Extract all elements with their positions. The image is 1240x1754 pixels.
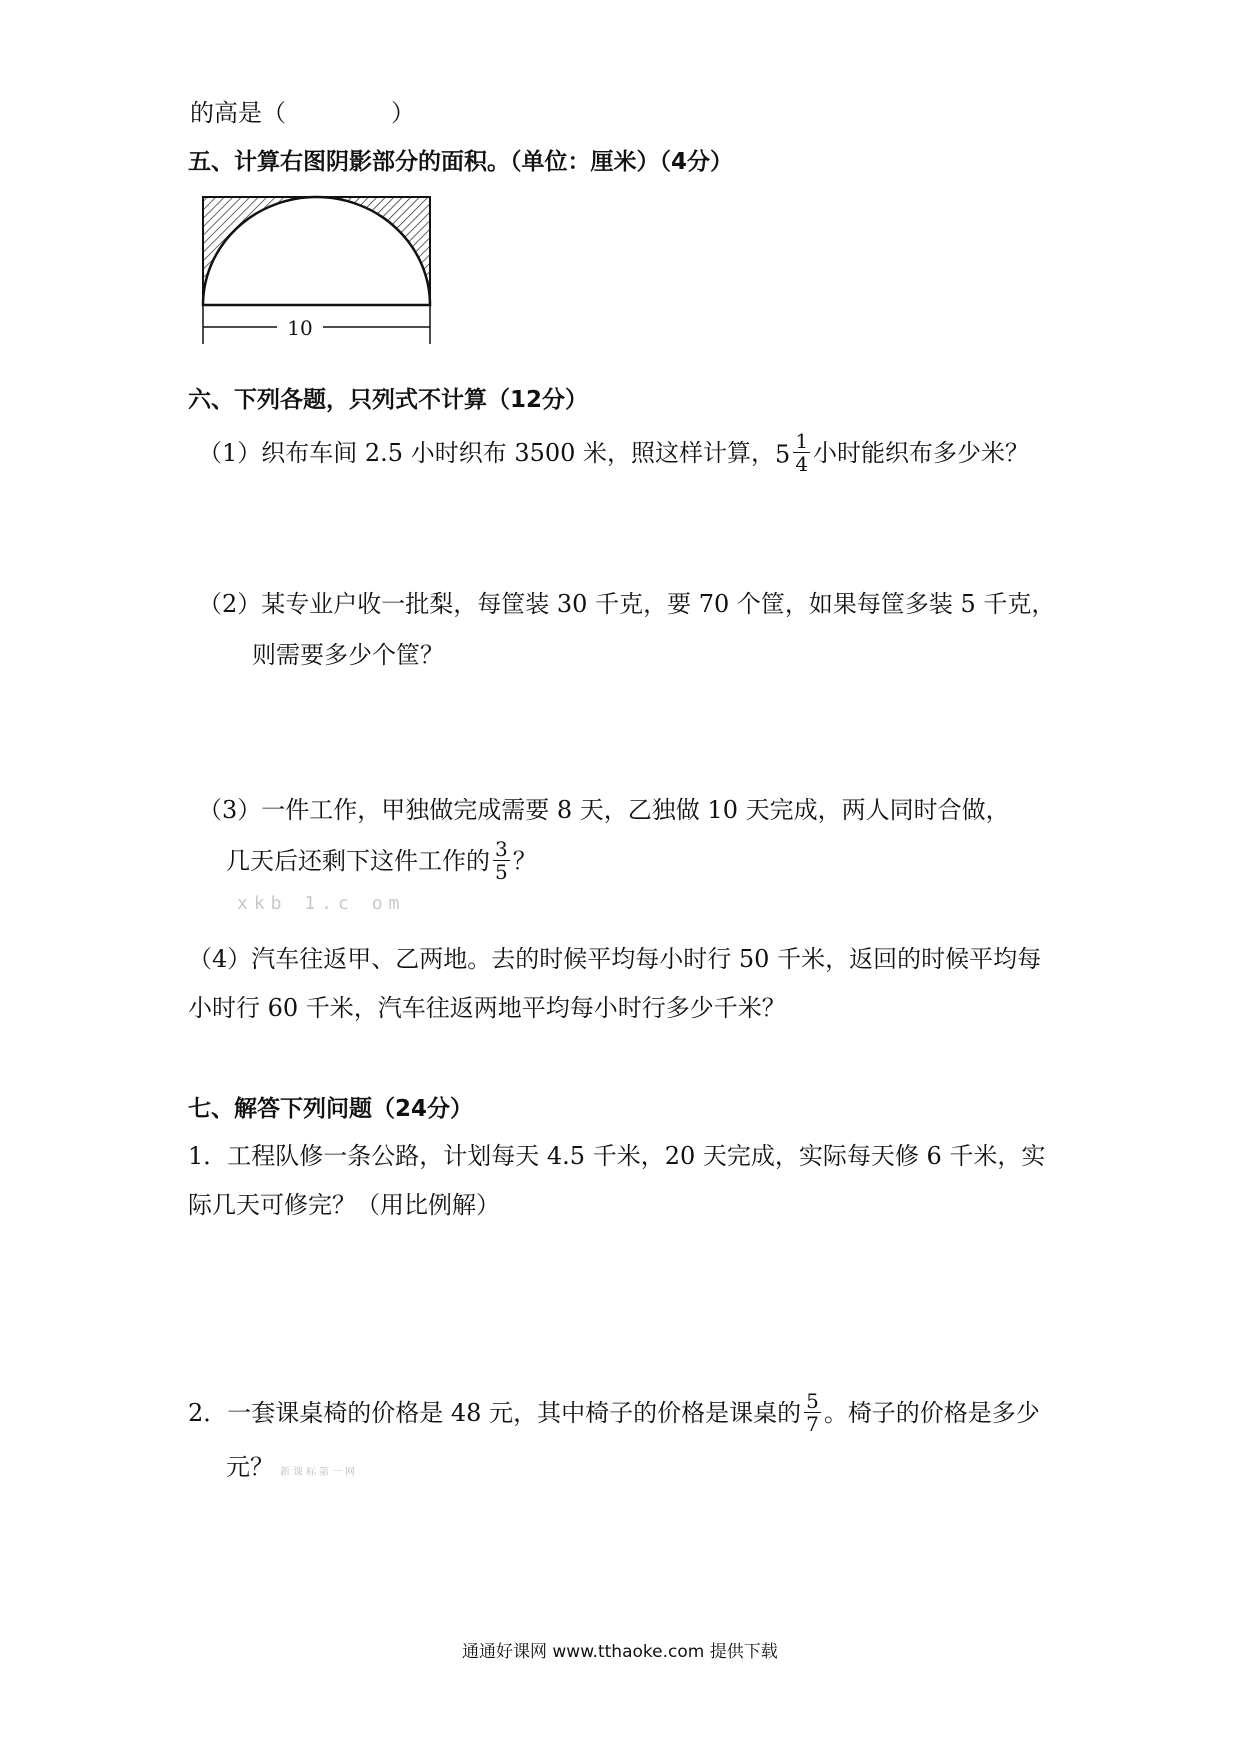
watermark-xkb: xkb 1.c om	[237, 893, 406, 914]
section6-q2-line1: （2）某专业户收一批梨，每筐装 30 千克，要 70 个筐，如果每筐多装 5 千克，	[198, 590, 1056, 618]
p2-fraction-num: 5	[806, 1389, 819, 1413]
top-line	[190, 98, 415, 128]
section6-heading: 六、下列各题，只列式不计算（12分）	[188, 387, 589, 413]
p2-text-before: 2．一套课桌椅的价格是 48 元，其中椅子的价格是课桌的	[188, 1399, 802, 1427]
p2-fraction	[804, 1390, 821, 1435]
q1-fraction-num: 1	[795, 429, 809, 453]
q3-fraction	[493, 838, 510, 883]
shaded-area-figure	[195, 192, 445, 352]
q3-fraction-num: 3	[495, 837, 508, 861]
top-line-close: ）	[391, 99, 415, 127]
section5-heading: 五、计算右图阴影部分的面积。（单位：厘米）（4分）	[188, 149, 734, 175]
section6-q2-line2: 则需要多少个筐？	[252, 641, 444, 669]
q1-text-before: （1）织布车间 2.5 小时织布 3500 米，照这样计算，	[198, 439, 776, 467]
section6-q1	[198, 429, 1030, 477]
section7-p2-line1	[188, 1389, 1040, 1437]
section6-q4-line1: （4）汽车往返甲、乙两地。去的时候平均每小时行 50 千米，返回的时候平均每	[188, 945, 1042, 973]
section7-p1-line1: 1．工程队修一条公路，计划每天 4.5 千米，20 天完成，实际每天修 6 千米，实	[188, 1142, 1046, 1170]
section6-q4-line2: 小时行 60 千米，汽车往返两地平均每小时行多少千米？	[188, 994, 786, 1022]
q3-text-after: ？	[512, 847, 537, 875]
p2-fraction-den: 7	[806, 1412, 819, 1436]
top-line-text: 的高是（	[190, 99, 286, 127]
q3-fraction-den: 5	[495, 860, 508, 884]
q3-text-before: 几天后还剩下这件工作的	[226, 847, 490, 875]
p2-text-after: 。椅子的价格是多少	[823, 1399, 1040, 1427]
section7-heading: 七、解答下列问题（24分）	[188, 1096, 474, 1122]
q1-whole: 5	[775, 440, 791, 469]
footer-credit: 通通好课网 www.tthaoke.com 提供下载	[462, 1642, 778, 1662]
q1-fraction-den: 4	[795, 452, 809, 476]
section7-p2-line2	[226, 1452, 358, 1488]
section6-q3-line2	[226, 837, 537, 885]
dimension-label: 10	[287, 316, 313, 340]
watermark-small: 新课标第一网	[280, 1467, 358, 1478]
q1-fraction	[793, 430, 810, 475]
p2-line2-text: 元？	[226, 1453, 274, 1481]
q1-text-after: 小时能织布多少米？	[813, 439, 1030, 467]
section7-p1-line2: 际几天可修完？（用比例解）	[188, 1191, 500, 1219]
section6-q3-line1: （3）一件工作，甲独做完成需要 8 天，乙独做 10 天完成，两人同时合做，	[198, 796, 1010, 824]
